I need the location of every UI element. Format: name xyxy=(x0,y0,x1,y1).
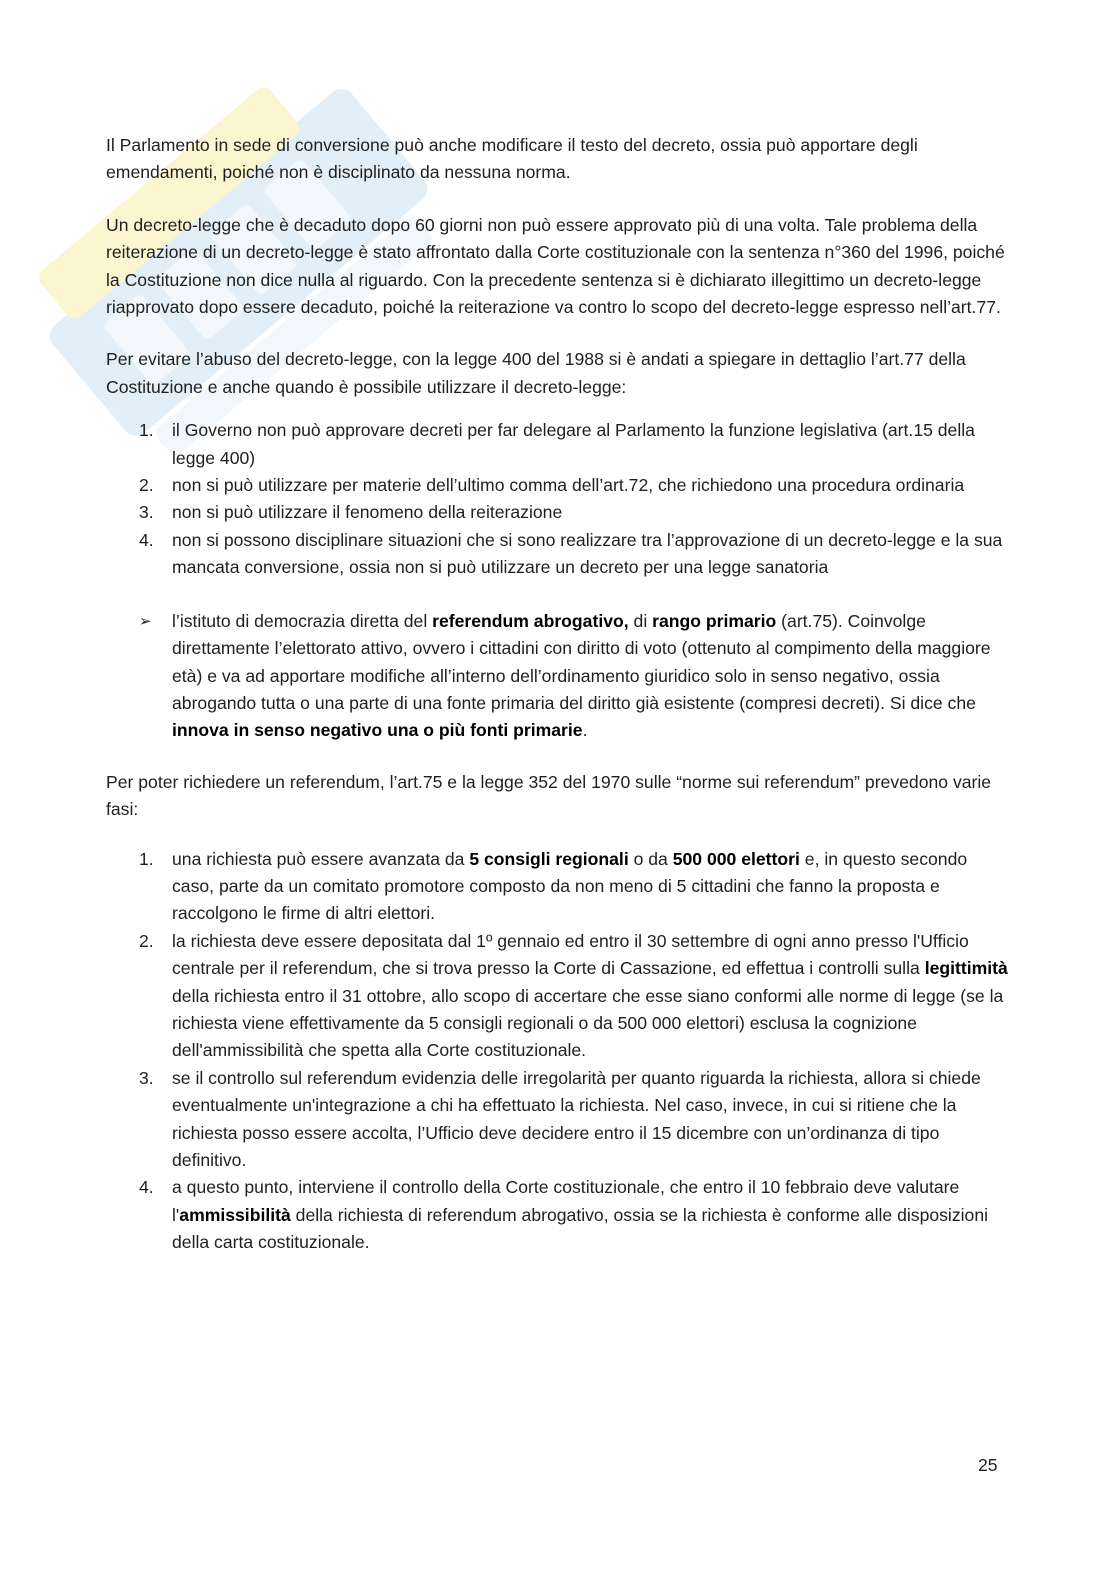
bold-term: ammissibilità xyxy=(179,1204,291,1225)
document-body xyxy=(106,132,1011,1257)
bold-term: rango primario xyxy=(652,610,777,631)
arrow-bullet-icon: ➢ xyxy=(139,612,152,630)
list-item-text: non si può utilizzare il fenomeno della reiterazione xyxy=(172,502,563,523)
text: della richiesta di referendum abrogativo, ossia se la richiesta è conforme alle disposizioni della carta costituzionale. xyxy=(172,1204,989,1253)
text: e, in questo secondo caso, parte da un comitato promotore composto da non meno di 5 cittadini che fanno la proposta e raccolgono le firme di altri elettori. xyxy=(172,848,968,924)
list-item xyxy=(106,928,1011,1065)
list-item xyxy=(106,527,1011,582)
paragraph: Per poter richiedere un referendum, l’art.75 e la legge 352 del 1970 sulle “norme sui referendum” prevedono varie fasi: xyxy=(106,771,992,820)
list-number: 1. xyxy=(139,420,154,441)
list-item xyxy=(106,472,1011,499)
list-number: 4. xyxy=(139,1177,154,1198)
numbered-list xyxy=(106,417,1011,581)
list-item xyxy=(106,499,1011,526)
list-number: 4. xyxy=(139,529,154,550)
list-item xyxy=(106,417,1011,472)
list-item-text: non si possono disciplinare situazioni che si sono realizzare tra l’approvazione di un decreto-legge e la sua mancata conversione, ossia non si può utilizzare un decreto per una legge sanatoria xyxy=(172,529,1003,578)
text: della richiesta entro il 31 ottobre, allo scopo di accertare che esse siano conformi alle norme di legge (se la richiesta viene effettivamente da 5 consigli regionali o da 500 000 elettori) esclusa la cognizione dell'ammissibilità che spetta alla Corte costituzionale. xyxy=(172,985,1004,1061)
page-number: 25 xyxy=(978,1455,998,1475)
list-item-text: il Governo non può approvare decreti per far delegare al Parlamento la funzione legislativa (art.15 della legge 400) xyxy=(172,420,975,468)
list-item xyxy=(106,846,1011,928)
list-number: 2. xyxy=(139,930,154,951)
list-item xyxy=(106,1174,1011,1256)
numbered-list xyxy=(106,846,1011,1257)
bold-term: referendum abrogativo, xyxy=(432,610,629,631)
bold-term: legittimità xyxy=(924,958,1008,979)
list-number: 3. xyxy=(139,502,154,523)
text: l’istituto di democrazia diretta del xyxy=(172,610,433,631)
text: di xyxy=(628,610,653,631)
paragraph: Per evitare l’abuso del decreto-legge, con la legge 400 del 1988 si è andati a spiegare in dettaglio l’art.77 della Costituzione e anche quando è possibile utilizzare il decreto-legge: xyxy=(106,349,966,397)
list-number: 1. xyxy=(139,848,154,869)
paragraph: Il Parlamento in sede di conversione può anche modificare il testo del decreto, ossia può apportare degli emendamenti, poiché non è disciplinato da nessuna norma. xyxy=(106,135,918,183)
arrow-bullet-item xyxy=(106,608,1011,745)
text: se il controllo sul referendum evidenzia delle irregolarità per quanto riguarda la richiesta, allora si chiede eventualmente un'integrazione a chi ha effettuato la richiesta. Nel caso, invece, in cui si ritiene che la richiesta posso essere accolta, l’Ufficio deve decidere entro il 15 dicembre con un’ordinanza di tipo definitivo. xyxy=(172,1067,981,1170)
bold-term: 500 000 elettori xyxy=(672,848,800,869)
bold-term: innova in senso negativo una o più fonti primarie xyxy=(172,720,583,741)
text: . xyxy=(582,720,588,741)
text: la richiesta deve essere depositata dal 1º gennaio ed entro il 30 settembre di ogni anno presso l'Ufficio centrale per il referendum, che si trova presso la Corte di Cassazione, ed effettua i controlli sulla xyxy=(172,930,969,979)
bold-term: 5 consigli regionali xyxy=(469,848,629,869)
text: una richiesta può essere avanzata da xyxy=(172,848,470,869)
text: (art.75). Coinvolge direttamente l’elettorato attivo, ovvero i cittadini con diritto di voto (ottenuto al compimento della maggiore età) e va ad apportare modifiche all’interno dell’ordinamento giuridico solo in senso negativo, ossia abrogando tutta o una parte di una fonte primaria del diritto già esistente (compresi decreti). Si dice che xyxy=(172,610,991,713)
text: a questo punto, interviene il controllo della Corte costituzionale, che entro il 10 febbraio deve valutare l' xyxy=(172,1177,960,1225)
list-number: 3. xyxy=(139,1067,154,1088)
paragraph: Un decreto-legge che è decaduto dopo 60 giorni non può essere approvato più di una volta. Tale problema della reiterazione di un decreto-legge è stato affrontato dalla Corte costituzionale con la sentenza n°360 del 1996, poiché la Costituzione non dice nulla al riguardo. Con la precedente sentenza si è dichiarato illegittimo un decreto-legge riapprovato dopo essere decaduto, poiché la reiterazione va contro lo scopo del decreto-legge espresso nell’art.77. xyxy=(106,214,1005,318)
list-item-text: non si può utilizzare per materie dell’ultimo comma dell’art.72, che richiedono una procedura ordinaria xyxy=(172,475,965,496)
text: o da xyxy=(628,848,673,869)
list-item xyxy=(106,1065,1011,1175)
list-number: 2. xyxy=(139,475,154,496)
